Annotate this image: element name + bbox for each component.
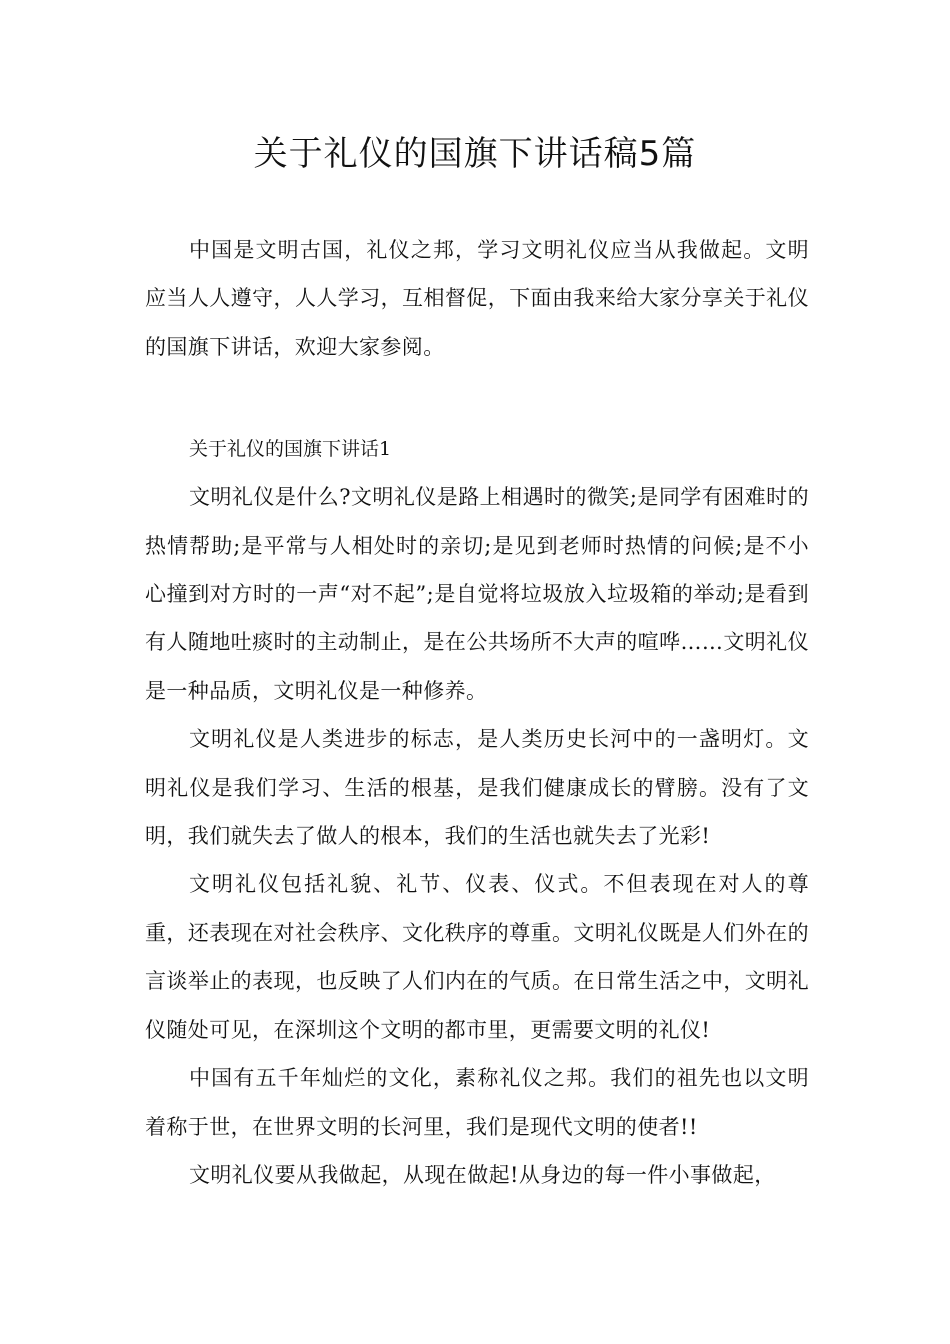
body-paragraph: 文明礼仪是人类进步的标志，是人类历史长河中的一盏明灯。文明礼仪是我们学习、生活的根基，是我们健康成长的臂膀。没有了文明，我们就失去了做人的根本，我们的生活也就失去了光彩! xyxy=(145,727,809,849)
body-paragraph: 中国有五千年灿烂的文化，素称礼仪之邦。我们的祖先也以文明着称于世，在世界文明的长河里，我们是现代文明的使者!! xyxy=(145,1066,809,1139)
document-body xyxy=(145,226,809,1199)
body-paragraph: 文明礼仪是什么?文明礼仪是路上相遇时的微笑;是同学有困难时的热情帮助;是平常与人相处时的亲切;是见到老师时热情的问候;是不小心撞到对方时的一声“对不起”;是自觉将垃圾放入垃圾箱的举动;是看到有人随地吐痰时的主动制止，是在公共场所不大声的喧哗……文明礼仪是一种品质，文明礼仪是一种修养。 xyxy=(145,485,809,703)
body-paragraph: 文明礼仪要从我做起，从现在做起!从身边的每一件小事做起， xyxy=(189,1162,776,1187)
section-heading: 关于礼仪的国旗下讲话1 xyxy=(189,438,392,461)
document-title: 关于礼仪的国旗下讲话稿5篇 xyxy=(253,134,697,174)
body-paragraph: 文明礼仪包括礼貌、礼节、仪表、仪式。不但表现在对人的尊重，还表现在对社会秩序、文化秩序的尊重。文明礼仪既是人们外在的言谈举止的表现，也反映了人们内在的气质。在日常生活之中，文明礼仪随处可见，在深圳这个文明的都市里，更需要文明的礼仪! xyxy=(145,872,809,1042)
intro-paragraph: 中国是文明古国，礼仪之邦，学习文明礼仪应当从我做起。文明应当人人遵守，人人学习，互相督促，下面由我来给大家分享关于礼仪的国旗下讲话，欢迎大家参阅。 xyxy=(145,238,809,359)
